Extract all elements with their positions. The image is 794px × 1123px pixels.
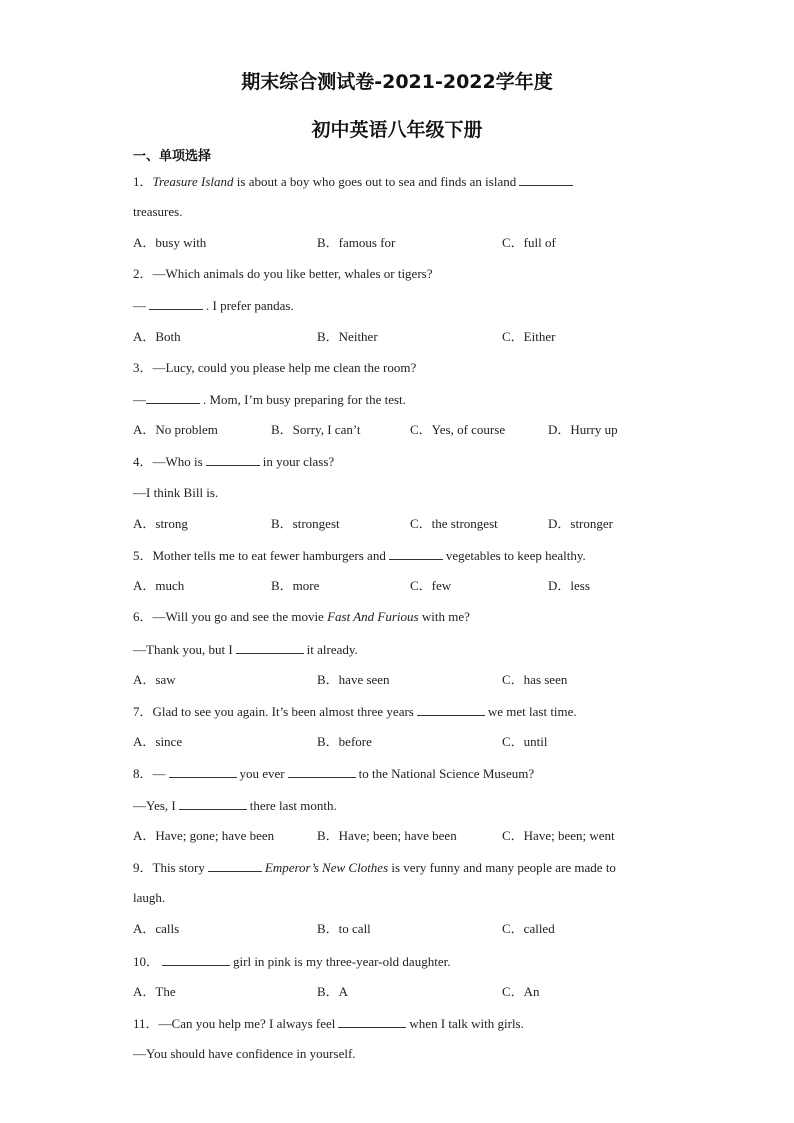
- answer-blank: [149, 296, 203, 310]
- option-c: C．called: [502, 921, 555, 936]
- question-9-continued: laugh.: [133, 890, 166, 905]
- question-1-continued: treasures.: [133, 204, 183, 219]
- question-8: 8．— you ever to the National Science Museum?: [133, 766, 535, 781]
- option-b: B．A: [317, 984, 349, 999]
- answer-line: —Yes, I there last month.: [133, 798, 337, 813]
- option-c: C．the strongest: [410, 516, 498, 531]
- option-b: B．have seen: [317, 672, 390, 687]
- answer-blank: [288, 764, 356, 778]
- section-heading: 一、单项选择: [133, 149, 212, 164]
- option-a: A．saw: [133, 672, 176, 687]
- option-b: B．Have; been; have been: [317, 828, 457, 843]
- answer-blank: [417, 702, 485, 716]
- option-d: D．Hurry up: [548, 422, 618, 437]
- exam-subtitle: 初中英语八年级下册: [311, 119, 483, 141]
- option-b: B．strongest: [271, 516, 340, 531]
- exam-title: 期末综合测试卷-2021-2022学年度: [241, 71, 553, 93]
- question-4: 4．—Who is in your class?: [133, 454, 335, 469]
- option-c: C．full of: [502, 235, 556, 250]
- option-a: A．The: [133, 984, 176, 999]
- option-d: D．stronger: [548, 516, 613, 531]
- question-6: 6．—Will you go and see the movie Fast And Furious with me?: [133, 609, 470, 624]
- option-c: C．has seen: [502, 672, 568, 687]
- answer-blank: [162, 952, 230, 966]
- answer-line: —I think Bill is.: [133, 485, 219, 500]
- question-2: 2．—Which animals do you like better, whales or tigers?: [133, 266, 433, 281]
- question-7: 7．Glad to see you again. It’s been almost three years we met last time.: [133, 704, 577, 719]
- answer-line: — . I prefer pandas.: [133, 298, 294, 313]
- question-5: 5．Mother tells me to eat fewer hamburgers and vegetables to keep healthy.: [133, 548, 586, 563]
- option-a: A．strong: [133, 516, 188, 531]
- answer-blank: [236, 640, 304, 654]
- option-c: C．until: [502, 734, 548, 749]
- question-3: 3．—Lucy, could you please help me clean the room?: [133, 360, 417, 375]
- answer-blank: [146, 390, 200, 404]
- option-b: B．to call: [317, 921, 371, 936]
- answer-blank: [179, 796, 247, 810]
- option-c: C．An: [502, 984, 540, 999]
- answer-blank: [206, 452, 260, 466]
- answer-line: — . Mom, I’m busy preparing for the test.: [133, 392, 406, 407]
- option-c: C．few: [410, 578, 452, 593]
- option-b: B．Sorry, I can’t: [271, 422, 361, 437]
- option-a: A．much: [133, 578, 185, 593]
- option-a: A．No problem: [133, 422, 218, 437]
- option-a: A．calls: [133, 921, 180, 936]
- answer-line: —You should have confidence in yourself.: [133, 1046, 356, 1061]
- option-a: A．since: [133, 734, 183, 749]
- option-b: B．before: [317, 734, 372, 749]
- option-b: B．more: [271, 578, 320, 593]
- question-11: 11．—Can you help me? I always feel when I talk with girls.: [133, 1016, 524, 1031]
- answer-blank: [208, 858, 262, 872]
- option-a: A．busy with: [133, 235, 207, 250]
- option-c: C．Have; been; went: [502, 828, 615, 843]
- option-d: D．less: [548, 578, 590, 593]
- option-b: B．famous for: [317, 235, 396, 250]
- option-c: C．Yes, of course: [410, 422, 506, 437]
- option-a: A．Both: [133, 329, 181, 344]
- answer-blank: [169, 764, 237, 778]
- answer-blank: [338, 1014, 406, 1028]
- answer-blank: [389, 546, 443, 560]
- question-1: 1．Treasure Island is about a boy who goes out to sea and finds an island: [133, 172, 576, 191]
- answer-line: —Thank you, but I it already.: [133, 642, 358, 657]
- answer-blank: [519, 172, 573, 186]
- question-10: 10． girl in pink is my three-year-old daughter.: [133, 954, 451, 969]
- option-a: A．Have; gone; have been: [133, 828, 275, 843]
- question-9: 9．This story Emperor’s New Clothes is very funny and many people are made to: [133, 860, 616, 875]
- option-c: C．Either: [502, 329, 556, 344]
- option-b: B．Neither: [317, 329, 378, 344]
